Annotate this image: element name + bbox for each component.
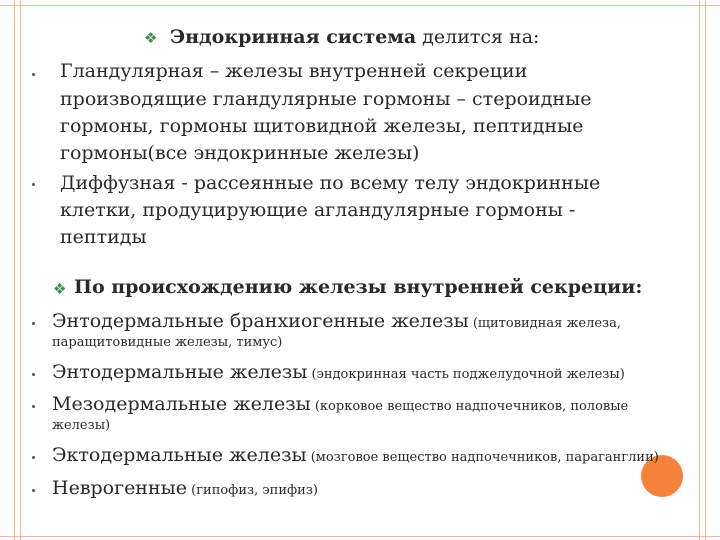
item2-line: клетки, продуцирующие агландулярные гормоны - [60, 199, 576, 221]
frame-line-right-inner [699, 0, 700, 540]
section1-heading-rest: делится на: [416, 26, 540, 48]
origin-item-note-cont: паращитовидные железы, тимус) [52, 335, 283, 350]
origin-item-note: (щитовидная железа, [468, 316, 622, 331]
bullet-dot [32, 322, 35, 325]
bullet-dot [32, 456, 35, 459]
item1-line: гормоны(все эндокринные железы) [60, 142, 420, 164]
origin-item-note: (корковое вещество надпочечников, половые [310, 399, 629, 414]
origin-item-main: Энтодермальные бранхиогенные железы [52, 310, 469, 332]
origin-item [52, 475, 318, 504]
bullet-dot [32, 373, 35, 376]
diamond-bullet-icon: ❖ [144, 29, 158, 47]
frame-line-left-outer [14, 0, 15, 540]
bullet-dot [32, 405, 35, 408]
item2-line: пептиды [60, 226, 147, 248]
item1-line: гормоны, гормоны щитовидной железы, пептидные [60, 115, 584, 137]
frame-line-bottom [0, 536, 720, 537]
bullet-dot [32, 489, 35, 492]
item1-line: Гландулярная – железы внутренней секреции [60, 60, 528, 82]
bullet-dot [32, 73, 35, 76]
diamond-bullet-icon: ❖ [53, 280, 67, 298]
origin-item-main: Неврогенные [52, 477, 188, 499]
frame-line-right-outer [705, 0, 706, 540]
origin-item-note-cont: железы) [52, 418, 111, 433]
origin-item-note: (эндокринная часть поджелудочной железы) [307, 367, 625, 382]
origin-item-note: (гипофиз, эпифиз) [187, 483, 318, 498]
section1-heading-bold: Эндокринная система [170, 26, 417, 48]
section2-heading: По происхождению железы внутренней секреции: [74, 276, 643, 298]
section1-heading [170, 24, 539, 50]
origin-item [52, 391, 628, 420]
origin-item-main: Энтодермальные железы [52, 361, 308, 383]
frame-line-left-inner [20, 0, 21, 540]
origin-item-main: Мезодермальные железы [52, 393, 311, 415]
frame-line-top [0, 5, 720, 6]
origin-item-main: Эктодермальные железы [52, 444, 307, 466]
bullet-dot [32, 183, 35, 186]
origin-item-note: (мозговое вещество надпочечников, параганглии) [306, 450, 659, 465]
origin-item [52, 359, 625, 388]
origin-item [52, 442, 659, 471]
item1-line: производящие гландулярные гормоны – стероидные [60, 88, 592, 110]
item2-line: Диффузная - рассеянные по всему телу эндокринные [60, 172, 601, 194]
